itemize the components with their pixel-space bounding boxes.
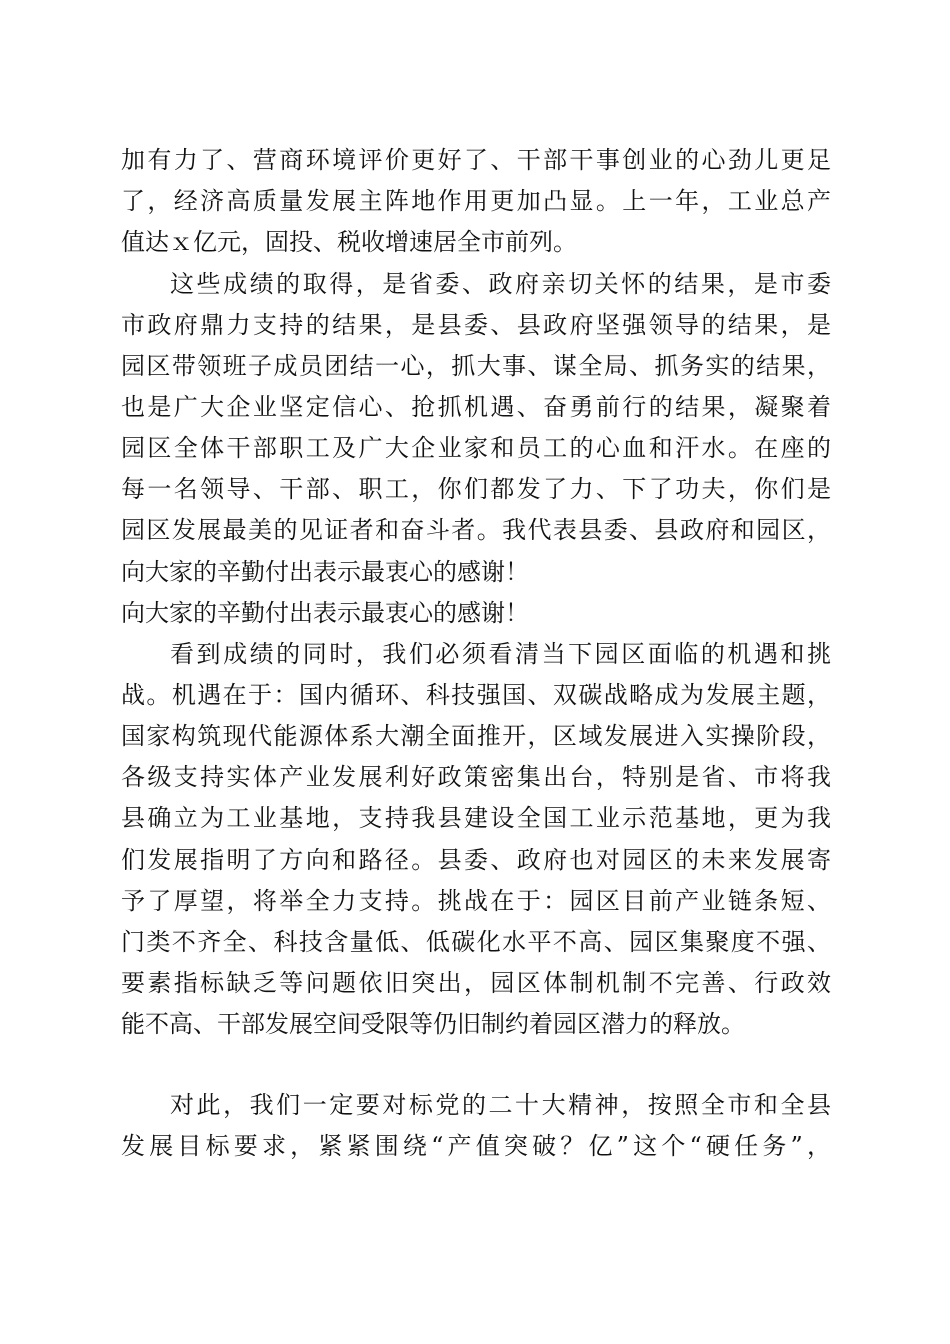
paragraph-line: 各级支持实体产业发展利好政策密集出台，特别是省、市将我 bbox=[121, 763, 831, 791]
paragraph-line: 园区全体干部职工及广大企业家和员工的心血和汗水。在座的 bbox=[121, 434, 831, 462]
paragraph-line: 看到成绩的同时，我们必须看清当下园区面临的机遇和挑 bbox=[170, 640, 831, 668]
paragraph-line: 门类不齐全、科技含量低、低碳化水平不高、园区集聚度不强、 bbox=[121, 928, 831, 956]
paragraph-line: 向大家的辛勤付出表示最衷心的感谢！ bbox=[121, 599, 529, 627]
paragraph-line: 予了厚望，将举全力支持。挑战在于：园区目前产业链条短、 bbox=[121, 887, 831, 915]
paragraph-line: 这些成绩的取得，是省委、政府亲切关怀的结果，是市委 bbox=[170, 270, 831, 298]
paragraph-line: 了，经济高质量发展主阵地作用更加凸显。上一年，工业总产 bbox=[121, 187, 831, 215]
paragraph-line: 向大家的辛勤付出表示最衷心的感谢！ bbox=[121, 558, 529, 586]
paragraph-line: 对此，我们一定要对标党的二十大精神，按照全市和全县 bbox=[170, 1091, 831, 1119]
paragraph-line: 国家构筑现代能源体系大潮全面推开，区域发展进入实操阶段， bbox=[121, 722, 831, 750]
paragraph-line: 加有力了、营商环境评价更好了、干部干事创业的心劲儿更足 bbox=[121, 146, 831, 174]
paragraph-line: 园区发展最美的见证者和奋斗者。我代表县委、县政府和园区， bbox=[121, 516, 831, 544]
paragraph-line: 发展目标要求，紧紧围绕“产值突破？亿”这个“硬任务”， bbox=[121, 1132, 831, 1160]
paragraph-line: 战。机遇在于：国内循环、科技强国、双碳战略成为发展主题， bbox=[121, 681, 831, 709]
paragraph-line: 也是广大企业坚定信心、抢抓机遇、奋勇前行的结果，凝聚着 bbox=[121, 393, 831, 421]
paragraph-line: 能不高、干部发展空间受限等仍旧制约着园区潜力的释放。 bbox=[121, 1010, 745, 1038]
paragraph-line: 县确立为工业基地，支持我县建设全国工业示范基地，更为我 bbox=[121, 804, 831, 832]
paragraph-line: 园区带领班子成员团结一心，抓大事、谋全局、抓务实的结果， bbox=[121, 352, 831, 380]
paragraph-line: 们发展指明了方向和路径。县委、政府也对园区的未来发展寄 bbox=[121, 846, 831, 874]
paragraph-line: 要素指标缺乏等问题依旧突出，园区体制机制不完善、行政效 bbox=[121, 969, 831, 997]
paragraph-line: 市政府鼎力支持的结果，是县委、县政府坚强领导的结果，是 bbox=[121, 311, 831, 339]
paragraph-line: 每一名领导、干部、职工，你们都发了力、下了功夫，你们是 bbox=[121, 475, 831, 503]
paragraph-line: 值达ｘ亿元，固投、税收增速居全市前列。 bbox=[121, 228, 577, 256]
